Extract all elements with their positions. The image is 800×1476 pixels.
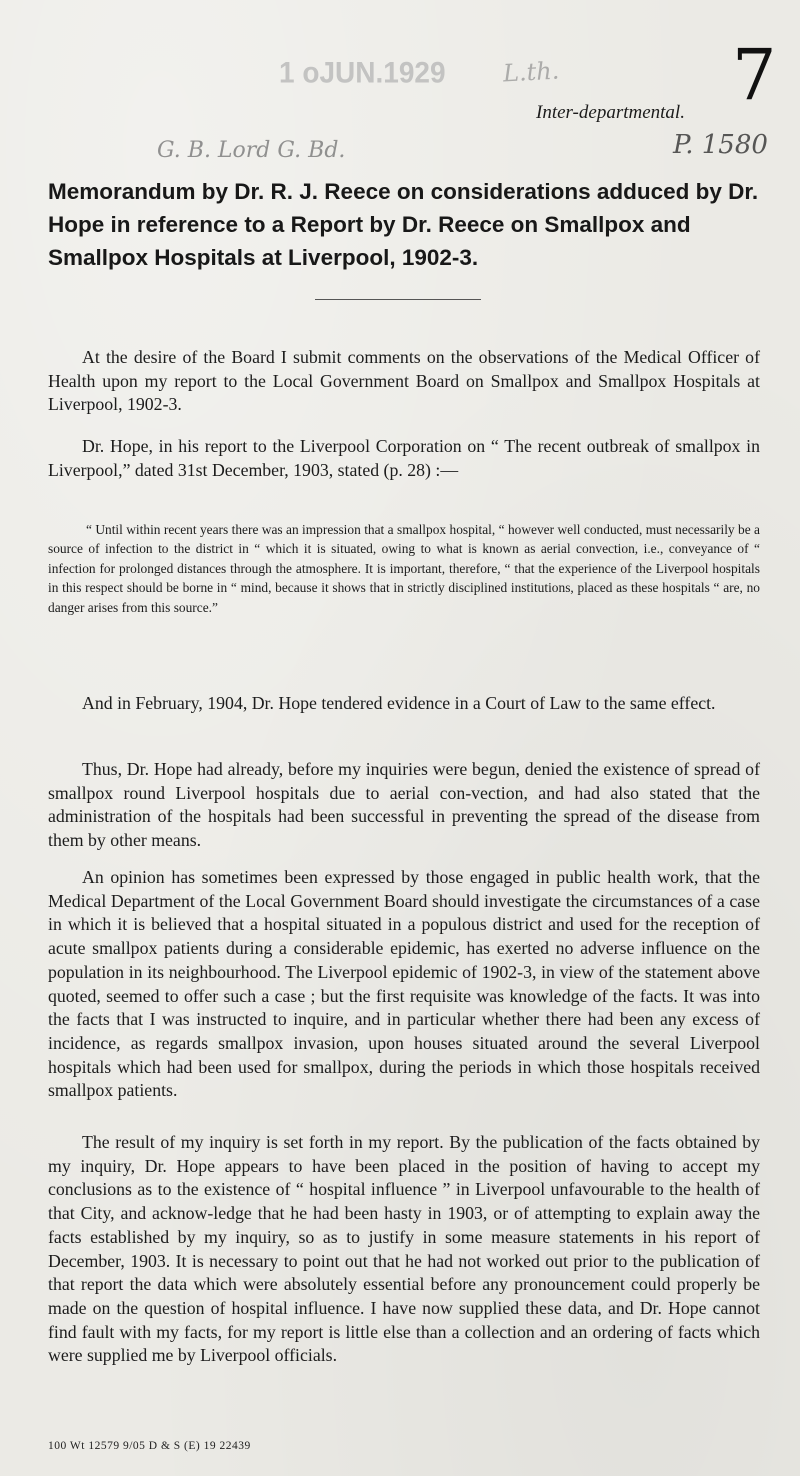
document-category: Inter-departmental. [536,102,685,123]
printer-imprint: 100 Wt 12579 9/05 D & S (E) 19 22439 [48,1440,251,1452]
handwritten-reference-right: P. 1580 [673,130,768,160]
handwritten-reference-left: G. B. Lord G. Bd. [157,138,346,163]
date-stamp: 1 oJUN.1929 [279,56,446,89]
quoted-passage: “ Until within recent years there was an impression that a smallpox hospital, “ however well conducted, must necessarily be a source of infection to the district in “ which it is situated, owing to what is known as aerial convection, i.e., conveyance of “ infection for prolonged distances through the atmosphere. It is important, therefore, “ that the experience of the Liverpool hospitals in this respect should be borne in “ mind, because it shows that in strictly disciplined institutions, placed as these hospitals “ are, no danger arises from this source.” [48,522,760,615]
memorandum-title: Memorandum by Dr. R. J. Reece on considerations adduced by Dr. Hope in reference to a Report by Dr. Reece on Smallpox and Smallpox Hospitals at Liverpool, 1902-3. [48,179,759,270]
handwritten-note-top: L.th. [502,56,560,88]
paragraph-4: Thus, Dr. Hope had already, before my inquiries were begun, denied the existence of spread of smallpox round Liverpool hospitals due to aerial con-vection, and had also stated that the administration of the hospitals had been successful in preventing the spread of the disease from them by other means. [48,759,760,851]
paragraph-2: Dr. Hope, in his report to the Liverpool Corporation on “ The recent outbreak of smallpox in Liverpool,” dated 31st December, 1903, stated (p. 28) :— [48,436,760,480]
paragraph-5: An opinion has sometimes been expressed by those engaged in public health work, that the Medical Department of the Local Government Board should investigate the circumstances of a case in which it is believed that a hospital situated in a populous district and used for the reception of acute smallpox patients during a considerable epidemic, has exerted no adverse influence on the population in its neighbourhood. The Liverpool epidemic of 1902-3, in view of the statement above quoted, seemed to offer such a case ; but the first requisite was knowledge of the facts. It was into the facts that I was instructed to inquire, and in particular whether there had been any excess of incidence, as regards smallpox invasion, upon houses situated around the several Liverpool hospitals which had been used for smallpox, during the periods in which those hospitals received smallpox patients. [48,867,760,1101]
handwritten-page-number: 7 [732,34,777,116]
paragraph-1: At the desire of the Board I submit comments on the observations of the Medical Officer of Health upon my report to the Local Government Board on Smallpox and Smallpox Hospitals at Liverpool, 1902-3. [48,347,760,415]
paragraph-6: The result of my inquiry is set forth in my report. By the publication of the facts obtained by my inquiry, Dr. Hope appears to have been placed in the position of having to accept my conclusions as to the existence of “ hospital influence ” in Liverpool unfavourable to the health of that City, and acknow-ledge that he had been hasty in 1903, or of attempting to explain away the facts established by my inquiry, so as to justify in some measure statements in his report of December, 1903. It is necessary to point out that he had not worked out prior to the publication of that report the data which were absolutely essential before any pronouncement could properly be made on the question of hospital influence. I have now supplied these data, and Dr. Hope cannot find fault with my facts, for my report is little else than a collection and an ordering of facts which were supplied me by Liverpool officials. [48,1132,760,1366]
paragraph-3: And in February, 1904, Dr. Hope tendered evidence in a Court of Law to the same effect. [82,693,716,713]
title-divider [315,299,481,300]
